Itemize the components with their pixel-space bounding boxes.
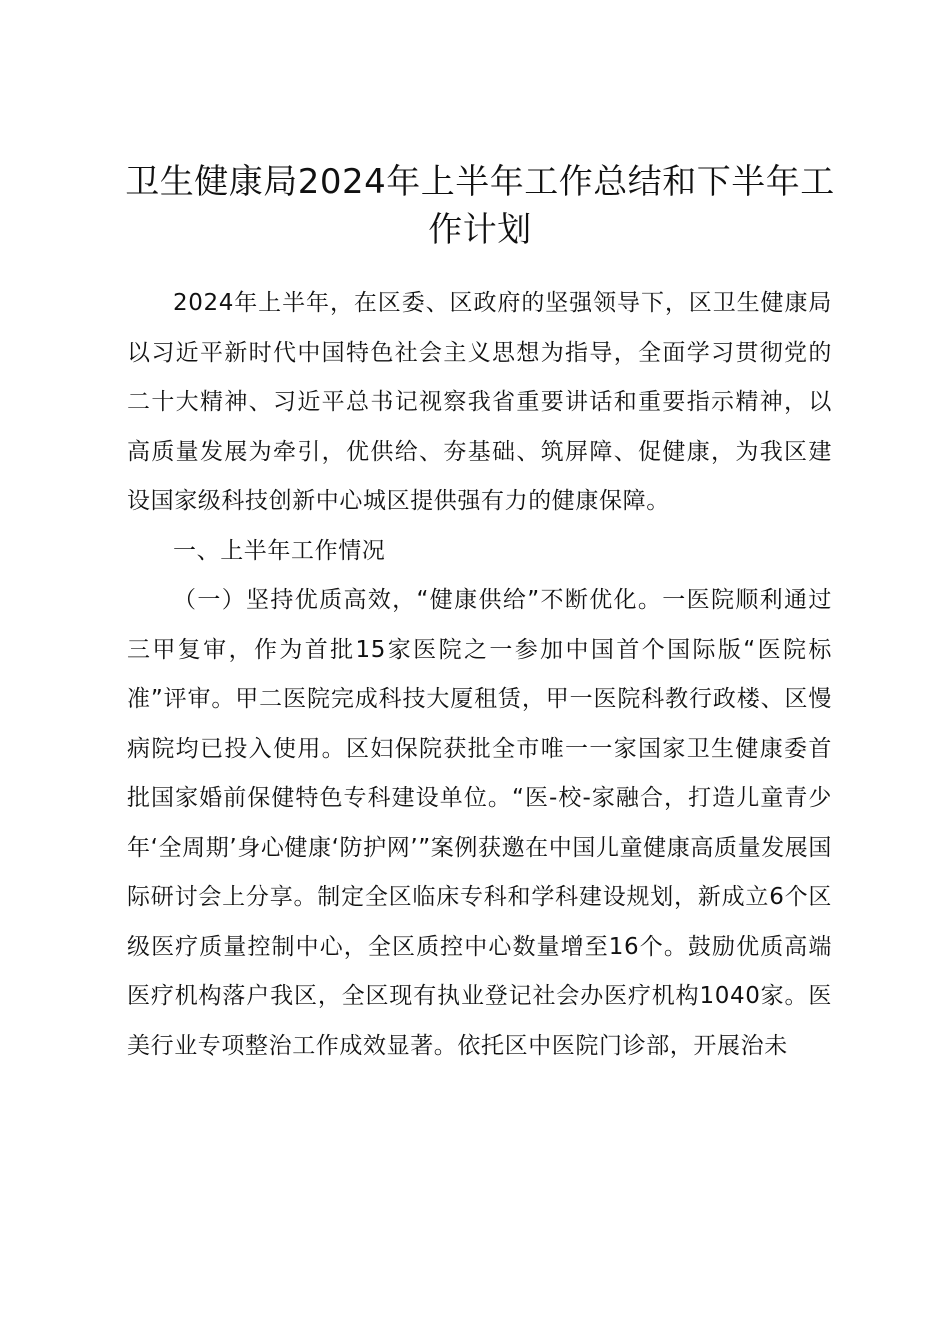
paragraph-section-1: （一）坚持优质高效，“健康供给”不断优化。一医院顺利通过三甲复审，作为首批15家医院之一参加中国首个国际版“医院标准”评审。甲二医院完成科技大厦租赁，甲一医院科教行政楼、区慢病院均已投入使用。区妇保院获批全市唯一一家国家卫生健康委首批国家婚前保健特色专科建设单位。“医-校-家融合，打造儿童青少年‘全周期’身心健康‘防护网’”案例获邀在中国儿童健康高质量发展国际研讨会上分享。制定全区临床专科和学科建设规划，新成立6个区级医疗质量控制中心，全区质控中心数量增至16个。鼓励优质高端医疗机构落户我区，全区现有执业登记社会办医疗机构1040家。医美行业专项整治工作成效显著。依托区中医院门诊部，开展治未 xyxy=(127,587,832,1059)
paragraph-intro: 2024年上半年，在区委、区政府的坚强领导下，区卫生健康局以习近平新时代中国特色社会主义思想为指导，全面学习贯彻党的二十大精神、习近平总书记视察我省重要讲话和重要指示精神，以高质量发展为牵引，优供给、夯基础、筑屏障、促健康，为我区建设国家级科技创新中心城区提供强有力的健康保障。 xyxy=(127,290,832,514)
section-heading: 一、上半年工作情况 xyxy=(173,537,386,564)
document-title: 卫生健康局2024年上半年工作总结和下半年工作计划 xyxy=(125,162,835,250)
document-body xyxy=(127,279,832,1071)
